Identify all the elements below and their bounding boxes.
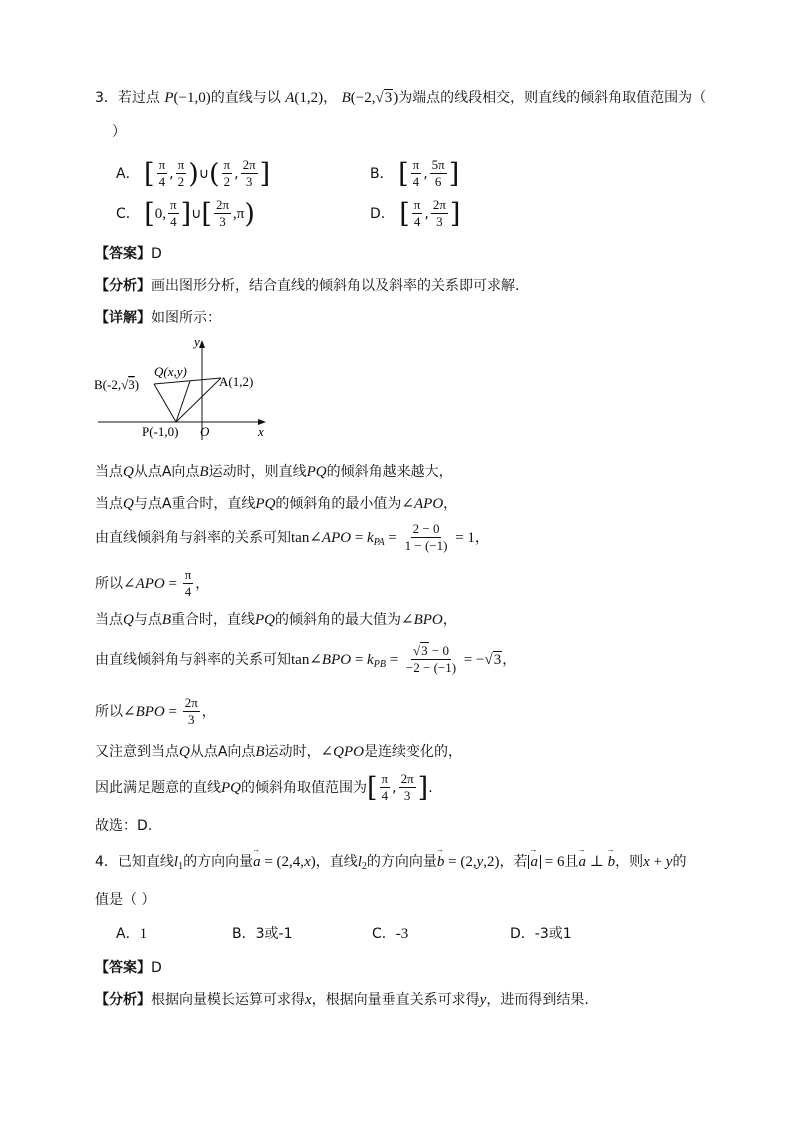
q3-line-3: 由直线倾斜角与斜率的关系可知tan∠APO = $k_{PA}$ = $\frac{2 - 0}{1 - (-1)}$ = 1， xyxy=(95,521,489,554)
q4-stem: 4．已知直线$l_1$的方向向量a → = (2,4,x)，直线$l_2$的方向向量b → = (2,y,2)，若 a → = 6且a → ⊥ b →，则x + y的 xyxy=(95,852,754,877)
q3-line-7: 所以∠BPO = $\frac{2\pi}{3}$ ， xyxy=(95,695,216,728)
point-p: P(−1,0) xyxy=(164,90,211,106)
y-axis-arrow xyxy=(199,340,205,348)
q3-option-c: C． [0, $\frac{\pi}{4}$ ]∪[ $\frac{2\pi}{3}$ ,π) xyxy=(116,197,255,230)
origin-label: O xyxy=(200,424,210,439)
segment-bp xyxy=(154,384,176,422)
q4-option-b: B．3或-1 xyxy=(232,926,293,942)
point-a: A(1,2) xyxy=(285,90,324,106)
q3-line-2: 当点Q与点A重合时，直线PQ的倾斜角的最小值为∠APO， xyxy=(95,496,458,512)
q4-answer: 【答案】D xyxy=(95,960,162,976)
y-axis-label: y xyxy=(194,336,200,349)
q3-detail: 【详解】如图所示： xyxy=(95,310,221,326)
segment-pa xyxy=(176,378,221,422)
q4-option-c: C．-3 xyxy=(372,926,409,942)
q3-option-d: D． [ $\frac{\pi}{4}$ , $\frac{2\pi}{3}$ ] xyxy=(370,197,461,230)
point-b-label: B(-2,√3) xyxy=(94,377,140,392)
point-q-label: Q(x,y) xyxy=(154,364,187,379)
q4-option-a: A．1 xyxy=(116,926,148,942)
q3-number: 3． xyxy=(95,90,118,106)
q3-stem-close: ） xyxy=(112,124,126,140)
q3-analysis: 【分析】画出图形分析，结合直线的倾斜角以及斜率的关系即可求解. xyxy=(95,278,520,294)
q3-line-4: 所以∠APO = $\frac{\pi}{4}$ ， xyxy=(95,567,210,600)
q3-line-9: 因此满足题意的直线PQ的倾斜角取值范围为[ $\frac{\pi}{4}$ , $\frac{2\pi}{3}$ ]. xyxy=(95,771,433,804)
q3-option-a: A． [ $\frac{\pi}{4}$ , $\frac{\pi}{2}$ )∪( $\frac{\pi}{2}$ , $\frac{2\pi}{3}$ ] xyxy=(116,157,271,190)
q4-number: 4． xyxy=(95,854,118,870)
q3-line-6: 由直线倾斜角与斜率的关系可知tan∠BPO = $k_{PB}$ = $\frac{√3 - 0}{-2 - (-1)}$ = −√3， xyxy=(95,643,517,676)
q3-option-b: B． [ $\frac{\pi}{4}$ , $\frac{5\pi}{6}$ ] xyxy=(370,157,460,190)
q3-line-1: 当点Q从点A向点B运动时，则直线PQ的倾斜角越来越大， xyxy=(95,464,453,480)
q3-line-8: 又注意到当点Q从点A向点B运动时，∠QPO是连续变化的， xyxy=(95,744,462,760)
coordinate-figure xyxy=(94,336,274,444)
q3-conclusion: 故选：D. xyxy=(95,818,153,834)
x-axis-label: x xyxy=(258,424,264,439)
point-a-label: A(1,2) xyxy=(219,374,254,389)
q4-option-d: D．-3或1 xyxy=(510,926,572,942)
q3-stem: 3．若过点 P(−1,0)的直线与以 A(1,2)， B(−2,√3)为端点的线段相交，则直线的倾斜角取值范围为（ xyxy=(95,90,707,106)
q3-answer: 【答案】D xyxy=(95,246,162,262)
q4-stem-line-2: 值是（ ） xyxy=(95,892,156,908)
q3-line-5: 当点Q与点B重合时，直线PQ的倾斜角的最大值为∠BPO， xyxy=(95,612,457,628)
point-p-label: P(-1,0) xyxy=(142,424,179,439)
point-b: B(−2,√3) xyxy=(341,90,399,106)
q4-analysis: 【分析】根据向量模长运算可求得x，根据向量垂直关系可求得y，进而得到结果. xyxy=(95,992,589,1008)
